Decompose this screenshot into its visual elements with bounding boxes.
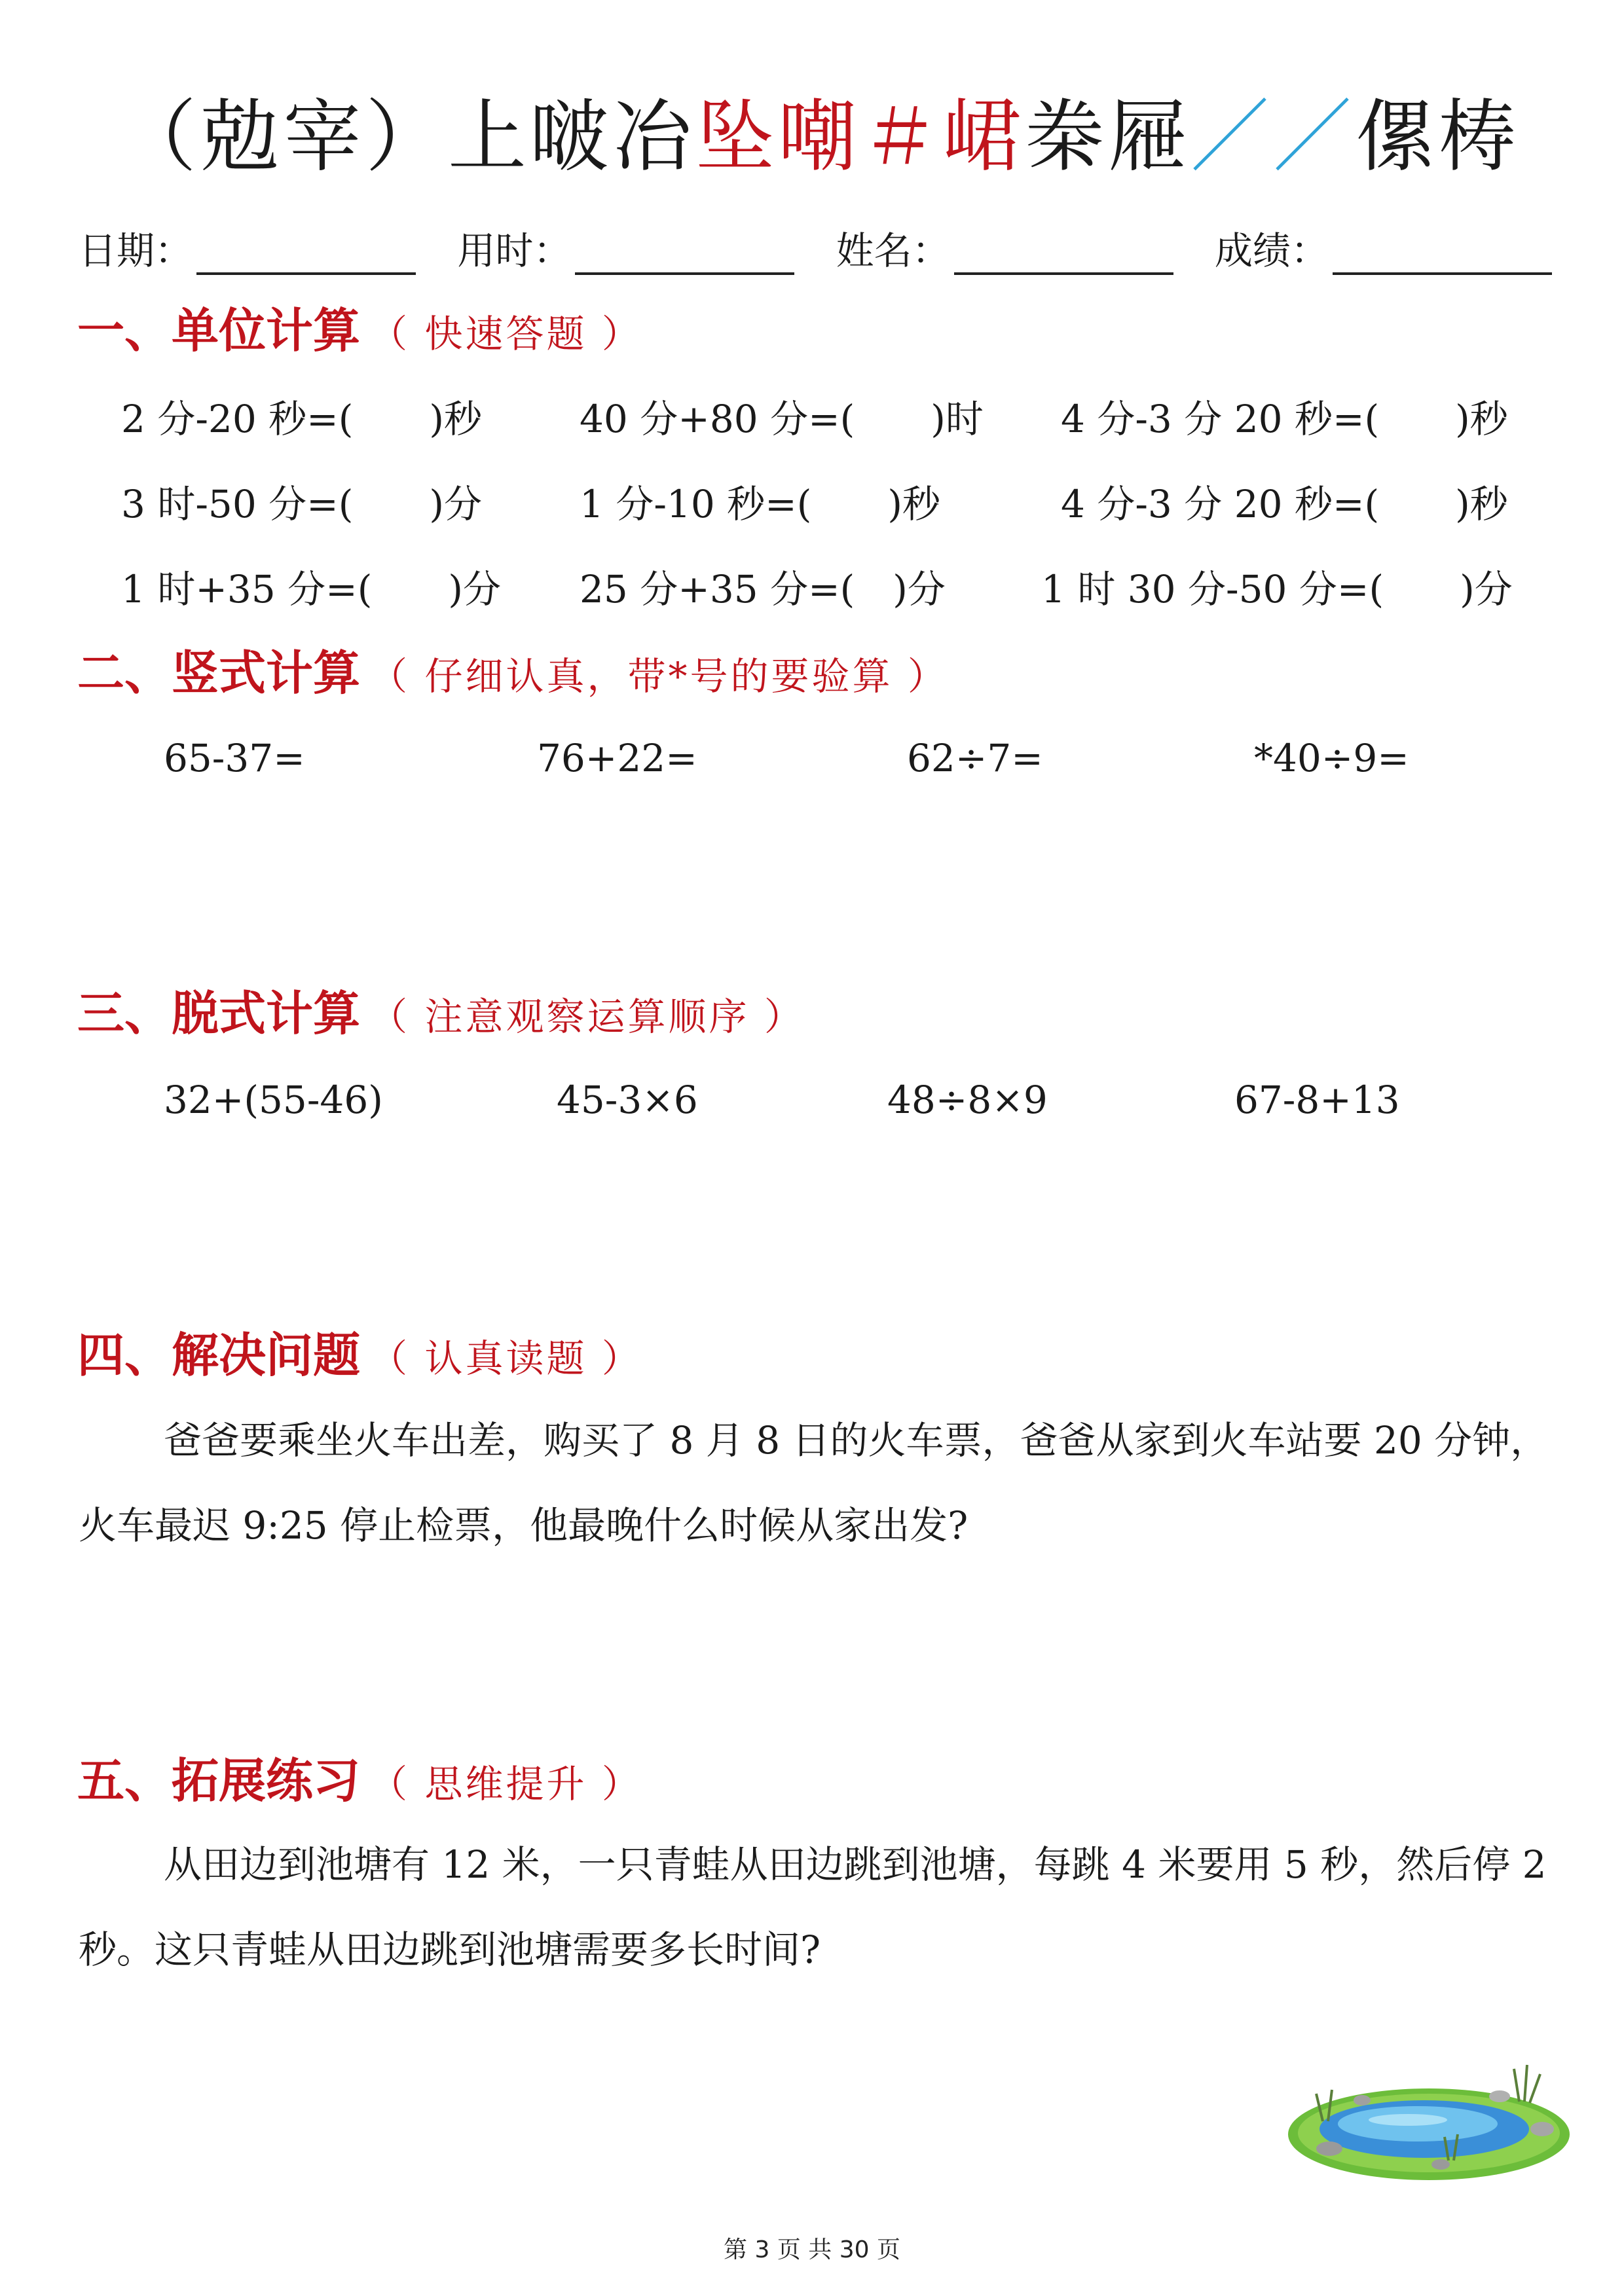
step-calc-4: 67-8+13	[1234, 1078, 1400, 1122]
unit-item-4: 3 时-50 分=( )分	[121, 482, 483, 526]
unit-item-6: 4 分-3 分 20 秒=( )秒	[1061, 482, 1508, 526]
name-blank[interactable]	[954, 230, 1173, 275]
date-field[interactable]	[79, 220, 416, 275]
vertical-calc-2: 76+22=	[537, 736, 697, 780]
date-label: 日期：	[79, 228, 193, 273]
unit-item-1: 2 分-20 秒=( )秒	[121, 397, 483, 441]
score-field[interactable]	[1215, 220, 1552, 275]
vertical-calc-1: 65-37=	[164, 736, 305, 780]
title-part-2: 坠嘲＃峮	[695, 92, 1025, 183]
section-4-heading	[77, 1322, 642, 1391]
section-1-subtitle: （ 快速答题 ）	[369, 312, 642, 356]
section-2-heading	[77, 640, 948, 709]
unit-item-7: 1 时+35 分=( )分	[121, 567, 502, 611]
title-part-4: ／／	[1190, 92, 1356, 183]
page-title	[118, 85, 1521, 190]
unit-item-5: 1 分-10 秒=( )秒	[580, 482, 941, 526]
section-5-subtitle: （ 思维提升 ）	[369, 1762, 642, 1806]
section-5-heading	[77, 1748, 642, 1817]
section-2-title: 二、竖式计算	[77, 645, 361, 701]
step-calc-1: 32+(55-46)	[164, 1078, 383, 1122]
vertical-calc-3: 62÷7=	[907, 736, 1043, 780]
step-calc-3: 48÷8×9	[887, 1078, 1048, 1122]
title-part-3: 桊屜	[1025, 92, 1190, 183]
unit-item-2: 40 分+80 分=( )时	[580, 397, 984, 441]
section-1-title: 一、单位计算	[77, 302, 361, 358]
section-1-heading	[77, 298, 642, 367]
section-2-subtitle: （ 仔细认真，带*号的要验算 ）	[369, 654, 948, 699]
time-field[interactable]	[457, 220, 794, 275]
unit-item-3: 4 分-3 分 20 秒=( )秒	[1061, 397, 1508, 441]
score-blank[interactable]	[1333, 230, 1552, 275]
section-3-subtitle: （ 注意观察运算顺序 ）	[369, 994, 805, 1039]
title-part-5: 傫梼	[1356, 92, 1521, 183]
section-4-title: 四、解决问题	[77, 1327, 361, 1383]
section-3-heading	[77, 981, 805, 1049]
name-label: 姓名：	[836, 228, 950, 273]
problem-5-text: 从田边到池塘有 12 米，一只青蛙从田边跳到池塘，每跳 4 米要用 5 秒，然后停 2 秒。这只青蛙从田边跳到池塘需要多长时间?	[79, 1842, 1547, 1972]
name-field[interactable]	[836, 220, 1173, 275]
pond-illustration	[1283, 2056, 1572, 2187]
problem-4-text: 爸爸要乘坐火车出差，购买了 8 月 8 日的火车票，爸爸从家到火车站要 20 分钟，火车最迟 9:25 停止检票，他最晚什么时候从家出发?	[79, 1418, 1549, 1548]
unit-item-8: 25 分+35 分=( )分	[580, 567, 946, 611]
date-blank[interactable]	[196, 230, 416, 275]
info-row	[79, 216, 1552, 275]
title-part-1: （勊宰）上啵冶	[118, 92, 695, 183]
time-label: 用时：	[457, 228, 572, 273]
step-calc-2: 45-3×6	[557, 1078, 698, 1122]
section-5-title: 五、拓展练习	[77, 1753, 361, 1808]
section-4-subtitle: （ 认真读题 ）	[369, 1336, 642, 1381]
score-label: 成绩：	[1214, 228, 1329, 273]
vertical-calc-4: *40÷9=	[1254, 736, 1409, 780]
time-blank[interactable]	[575, 230, 794, 275]
section-3-title: 三、脱式计算	[77, 985, 361, 1041]
page-footer: 第 3 页 共 30 页	[724, 2236, 900, 2263]
unit-item-9: 1 时 30 分-50 分=( )分	[1041, 567, 1513, 611]
